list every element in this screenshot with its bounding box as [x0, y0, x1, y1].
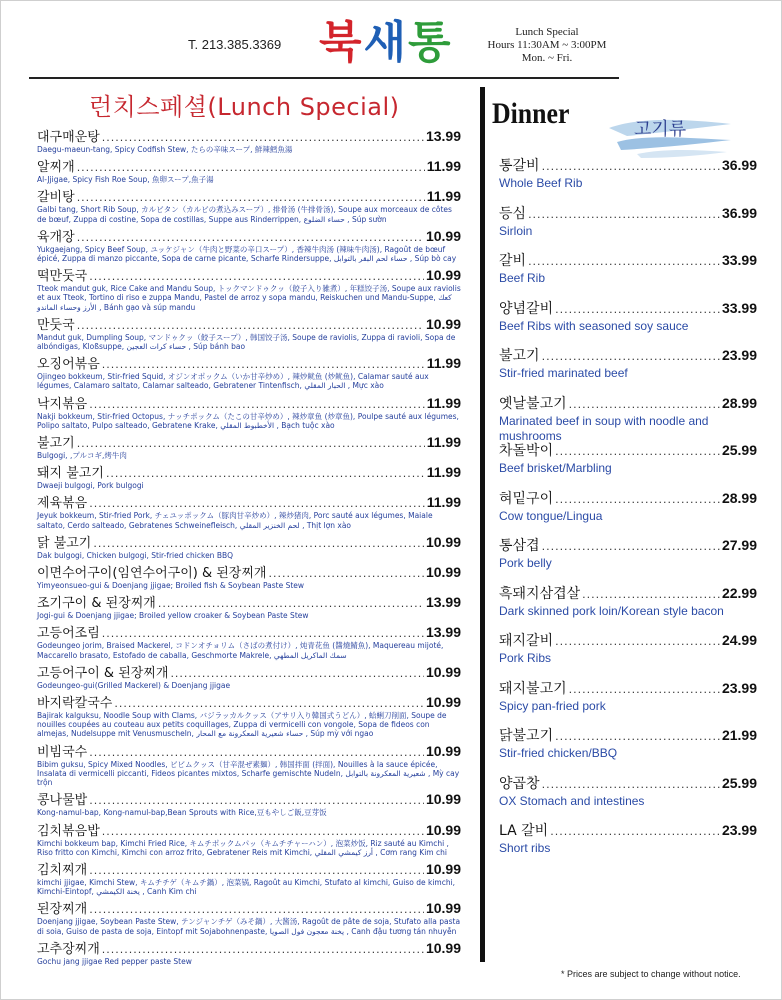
dot-leader	[542, 160, 720, 173]
menu-item-row	[37, 692, 461, 711]
menu-item-name: 갈비	[499, 253, 527, 269]
dot-leader	[77, 231, 424, 244]
menu-item-description: Sirloin	[499, 223, 533, 238]
menu-item-price: 25.99	[721, 774, 757, 791]
menu-item-price: 11.99	[426, 355, 461, 372]
menu-item-description: Jogi-gui & Doenjang jjigae; Broiled yellow croaker & Soybean Paste Stew	[37, 611, 309, 621]
dot-leader	[542, 540, 720, 553]
menu-item-price: 13.99	[425, 624, 461, 641]
menu-item-name: 바지락칼국수	[37, 696, 113, 712]
price-footnote: * Prices are subject to change without notice.	[561, 969, 741, 979]
menu-item-name: 육개장	[37, 229, 75, 245]
menu-item	[37, 532, 461, 560]
menu-item-name: 된장찌개	[37, 902, 88, 918]
menu-item	[37, 353, 461, 390]
menu-item-row	[499, 250, 757, 270]
lunch-section-title: 런치스페셜(Lunch Special)	[89, 93, 400, 121]
dot-leader	[555, 493, 720, 506]
menu-item	[37, 789, 461, 817]
menu-item-price: 13.99	[425, 128, 461, 144]
dot-leader	[555, 445, 720, 458]
menu-item-row	[37, 353, 461, 372]
menu-item-description: Mandut guk, Dumpling Soup, マンドゥクッ（餃子スープ）, 韩国饺子汤, Soupe de raviolis, Zuppa di ravioli, Sopa de albóndigas, Kloßsuppe, حساء كرات العجين , Súp bánh bao	[37, 332, 456, 352]
menu-item-price: 11.99	[426, 394, 461, 411]
menu-item	[499, 345, 757, 393]
menu-item-description: Dark skinned pork loin/Korean style bacon	[499, 603, 724, 618]
menu-item-name: 김치볶음밥	[37, 823, 100, 839]
menu-item	[37, 156, 461, 184]
menu-item-name: 흑돼지삼겹살	[499, 585, 581, 602]
menu-item-row	[37, 314, 461, 333]
menu-item-row	[37, 462, 461, 481]
dot-leader	[542, 350, 720, 363]
menu-item-row	[37, 789, 461, 808]
menu-item-row	[499, 155, 757, 175]
logo-char-1: 북	[319, 17, 364, 68]
menu-item-description: Godeungeo jorim, Braised Mackerel, コドンオチョリム（さばの煮付け）, 炖青花鱼 (醬燒鯖魚), Maquereau mijoté, Maccarello brasato, Estofado de caballa, Geschmorte Makrele, سمك الماكريل المطهي	[37, 641, 444, 660]
menu-item	[499, 250, 757, 298]
menu-item-row	[37, 741, 461, 760]
menu-item-name: 혀밑구이	[499, 490, 554, 507]
menu-item	[37, 226, 461, 263]
dot-leader	[89, 794, 424, 807]
menu-item-row	[37, 859, 461, 878]
menu-item-row	[37, 898, 461, 917]
menu-item-name: 콩나물밥	[37, 793, 88, 809]
menu-item	[37, 938, 461, 966]
menu-item-row	[37, 432, 461, 451]
menu-item-row	[37, 592, 461, 611]
menu-item-price: 23.99	[721, 679, 757, 696]
menu-item-name: 닭불고기	[499, 728, 554, 744]
menu-item	[499, 773, 757, 821]
menu-item-description: Al-Jjigae, Spicy Fish Roe Soup, 魚卵スープ,魚子湯	[37, 175, 214, 185]
menu-item-row	[499, 725, 757, 745]
menu-item-price: 10.99	[425, 694, 461, 711]
menu-item	[37, 692, 461, 739]
menu-item-description: Short ribs	[499, 841, 551, 855]
header-divider	[29, 77, 619, 79]
menu-item-row	[499, 535, 757, 555]
menu-item-description: Dwaeji bulgogi, Pork bulgogi	[37, 481, 144, 491]
dot-leader	[555, 635, 720, 648]
menu-item-name: 낙지볶음	[37, 396, 88, 412]
menu-item-price: 10.99	[425, 227, 461, 244]
phone-number: T. 213.385.3369	[188, 37, 282, 52]
menu-item	[37, 898, 461, 935]
menu-item-description: Pork belly	[499, 556, 552, 570]
menu-item-name: 불고기	[499, 348, 540, 364]
menu-item-row	[499, 630, 757, 650]
menu-item	[37, 820, 461, 857]
menu-item-name: 만둣국	[37, 317, 75, 333]
menu-item-row	[499, 583, 757, 603]
restaurant-logo	[319, 15, 453, 71]
menu-item-row	[499, 298, 757, 318]
menu-item-row	[37, 622, 461, 641]
menu-item-description: Gochu jang jjigae Red pepper paste Stew	[37, 956, 192, 966]
menu-item-price: 10.99	[425, 663, 461, 680]
menu-item-row	[499, 203, 757, 223]
menu-item	[499, 820, 757, 868]
dot-leader	[555, 730, 720, 743]
menu-item-price: 36.99	[721, 204, 757, 221]
menu-item-description: Cow tongue/Lingua	[499, 508, 603, 523]
menu-item-description: Beef brisket/Marbling	[499, 461, 612, 475]
menu-item-description: Marinated beef in soup with noodle and mushrooms	[499, 413, 709, 443]
menu-item	[499, 488, 757, 536]
dot-leader	[158, 597, 424, 610]
menu-item	[499, 393, 757, 441]
dot-leader	[569, 398, 720, 411]
menu-item-description: Doenjang jjigae, Soybean Paste Stew, テンジャンチゲ（みそ鍋）, 大酱汤, Ragoût de pâte de soja, Stufato alla pasta di soia, Guiso de pasta de soja, Eintopf mit Sojabohnenpaste, يخنة معجون فول الصويا , Canh đậu tương tán nhuyễn	[37, 917, 461, 936]
menu-item-name: 비빔국수	[37, 744, 88, 760]
dot-leader	[268, 567, 423, 580]
menu-item-row	[499, 345, 757, 365]
dot-leader	[77, 191, 425, 204]
dot-leader	[77, 161, 425, 174]
dot-leader	[569, 683, 720, 696]
menu-item-price: 10.99	[425, 564, 461, 581]
menu-item-description: Godeungeo-gui(Grilled Mackerel) & Doenjang jjigae	[37, 680, 231, 690]
column-divider	[480, 87, 485, 962]
menu-item-name: 이면수어구이(임연수어구이) & 된장찌개	[37, 566, 267, 582]
menu-item	[499, 440, 757, 488]
menu-item	[37, 432, 461, 460]
dot-leader	[77, 437, 425, 450]
dot-leader	[170, 667, 424, 680]
dot-leader	[555, 303, 720, 316]
menu-item-price: 28.99	[721, 489, 757, 506]
menu-item-name: 불고기	[37, 436, 75, 452]
dot-leader	[528, 208, 720, 221]
menu-item-row	[37, 126, 461, 145]
menu-item-price: 28.99	[721, 394, 757, 411]
menu-item-row	[37, 820, 461, 839]
dot-leader	[102, 131, 424, 144]
menu-item-description: Daegu-maeun-tang, Spicy Codfish Stew, たらの辛味スープ, 鮮辣鱈魚湯	[37, 145, 293, 154]
menu-item-price: 10.99	[425, 533, 461, 550]
menu-item	[37, 492, 461, 529]
menu-item	[37, 126, 461, 154]
hours-days: Mon. ~ Fri.	[521, 52, 573, 64]
menu-item-name: 대구매운탕	[37, 130, 100, 145]
menu-item-price: 10.99	[425, 267, 461, 284]
menu-item-name: 알찌개	[37, 160, 75, 176]
menu-item-description: Galbi tang, Short Rib Soup, カルビタン（カルビの煮込みスープ）, 排骨汤 (牛排骨汤), Soupe aux morceaux de côtes de bœuf, Zuppa di costine, Sopa de costillas, Suppe aus Rinderrippen, حساء الضلوع , Súp sườn	[37, 205, 452, 224]
menu-item	[37, 314, 461, 351]
menu-item-name: 고등어구이 & 된장찌개	[37, 665, 169, 681]
dot-leader	[102, 825, 424, 838]
dot-leader	[89, 864, 424, 877]
menu-item-row	[37, 186, 461, 205]
menu-item	[499, 678, 757, 726]
menu-item-price: 10.99	[425, 860, 461, 877]
hours-title: Lunch Special	[515, 26, 579, 38]
menu-item-description: Kimchi bokkeum bap, Kimchi Fried Rice, キムチポックムパッ（キムチチャーハン）, 泡菜炒饭, Riz sauté au Kimchi , Riso fritto con Kimchi, Kimchi con arroz frito, Gebratener Reis mit Kimchi, أرز كيمشي المقلي , Cơm rang Kim chi	[37, 838, 449, 857]
menu-item-price: 10.99	[425, 900, 461, 917]
menu-item-name: 양곱창	[499, 775, 540, 792]
menu-item-description: Bulgogi, ,プルコギ,烤牛肉	[37, 451, 127, 461]
menu-item-name: 돼지불고기	[499, 680, 567, 697]
menu-item	[37, 462, 461, 490]
menu-item	[37, 662, 461, 690]
menu-item-name: 갈비탕	[37, 190, 75, 206]
menu-item	[37, 265, 461, 312]
menu-item-description: Stir-fried marinated beef	[499, 366, 628, 380]
menu-item-description: Spicy pan-fried pork	[499, 698, 606, 713]
menu-item-name: 고추장찌개	[37, 941, 100, 957]
menu-item-row	[499, 678, 757, 698]
menu-item-row	[37, 393, 461, 412]
menu-item-row	[37, 492, 461, 511]
hours-block	[473, 26, 621, 65]
menu-item-price: 13.99	[425, 594, 461, 611]
menu-item-row	[37, 662, 461, 681]
menu-item-name: 돼지 불고기	[37, 466, 104, 482]
menu-item-description: Jeyuk bokkeum, Stir-fried Pork, チェユッポックム（豚肉甘辛炒め）, 辣炒猪肉, Porc sauté aux légumes, Maiale saltato, Cerdo salteado, Gebratenes Schweinefleisch, لحم الخنزير المقلي , Thịt lợn xào	[37, 511, 433, 530]
menu-item-row	[37, 226, 461, 245]
menu-item-description: Bajirak kalguksu, Noodle Soup with Clams, バジラッカルクッス（アサリ入り韓国式うどん）, 蛤蜊刀削面, Soupe de nouilles coupées au couteau aux petits coquillages, Zuppa di vermicelli con vongole, Sopa de fideos con almejas, Nudelsuppe mit Venusmuscheln, حساء شعيرية المعكرونة مع المحار , Súp mỳ với ngao	[37, 711, 447, 739]
menu-item-description: Beef Rib	[499, 271, 546, 285]
menu-item-description: Yimyeonsueo-gui & Doenjang jjigae; Broiled fish & Soybean Paste Stew	[37, 581, 305, 591]
menu-item-name: 차돌박이	[499, 443, 554, 459]
menu-item-name: 닭 불고기	[37, 535, 92, 551]
menu-item-name: 떡만둣국	[37, 269, 88, 285]
dot-leader	[77, 319, 424, 332]
dinner-menu-list	[499, 155, 757, 868]
menu-item	[499, 630, 757, 678]
dot-leader	[93, 537, 424, 550]
menu-item-price: 10.99	[425, 315, 461, 332]
menu-item-price: 11.99	[426, 158, 461, 175]
menu-item	[37, 592, 461, 620]
menu-item-row	[499, 773, 757, 793]
menu-item-description: Nakji bokkeum, Stir-fried Octopus, ナッチポックム（たこの甘辛炒め）, 辣炒章鱼 (炒章鱼), Poulpe sauté aux légumes, Polipo saltato, Pulpo salteado, Gebratene Krake, الأخطبوط المقلي , Bạch tuộc xào	[37, 411, 459, 430]
menu-item-name: 고등어조림	[37, 626, 100, 642]
dot-leader	[114, 697, 424, 710]
menu-item-price: 23.99	[721, 347, 757, 363]
menu-item-price: 10.99	[425, 791, 461, 808]
menu-item-price: 10.99	[425, 939, 461, 956]
menu-item	[499, 725, 757, 773]
menu-item-description: Bibim guksu, Spicy Mixed Noodles, ビビムクッス（甘辛混ぜ素麺）, 韩国拌面 (拌面), Nouilles à la sauce épicée, Insalata di vermicelli piccanti, Fideos picantes mixtos, Scharfe gemischte Nudeln, شعيرية المعكرونة بالتوابل , Mỳ cay trộn	[37, 759, 460, 788]
menu-item-price: 36.99	[721, 157, 757, 173]
dot-leader	[89, 903, 424, 916]
menu-item-row	[37, 156, 461, 175]
menu-item-price: 23.99	[721, 822, 757, 838]
menu-item-name: 오징어볶음	[37, 357, 100, 373]
menu-item-price: 24.99	[721, 632, 757, 648]
menu-item-name: 조기구이 & 된장찌개	[37, 596, 156, 612]
menu-item-name: LA 갈비	[499, 823, 549, 839]
menu-item-price: 25.99	[721, 442, 757, 458]
menu-item-description: Pork Ribs	[499, 651, 552, 665]
menu-item-price: 11.99	[426, 188, 461, 205]
menu-item	[499, 203, 757, 251]
menu-item	[37, 741, 461, 788]
menu-item-description: kimchi jjigae, Kimchi Stew, キムチチゲ（キムチ鍋）, 泡菜锅, Ragoût au Kimchi, Stufato al kimchi, Guiso de kimchi, Kimchi-Eintopf, يخنة الكيمشي , Canh Kim chi	[37, 877, 456, 897]
menu-item-description: Tteok mandut guk, Rice Cake and Mandu Soup, トックマンドゥクッ（餃子入り雑煮）, 年糕饺子汤, Soupe aux raviolis et aux Tteok, Tortino di riso e zuppa Mandu, Pastel de arroz y sopa mandu, Reiskuchen und Mandu-Suppe, كعك الأرز وحساء الماندو , Bánh gạo và súp mandu	[37, 284, 461, 312]
menu-item-row	[37, 938, 461, 957]
menu-item-row	[499, 820, 757, 840]
menu-item-name: 등심	[499, 205, 527, 222]
logo-char-3: 통	[408, 17, 453, 68]
dot-leader	[102, 943, 424, 956]
dot-leader	[102, 358, 425, 371]
menu-item-row	[499, 488, 757, 508]
menu-item-row	[37, 562, 461, 581]
menu-item-price: 11.99	[426, 434, 461, 451]
menu-item	[37, 186, 461, 223]
menu-item-name: 제육볶음	[37, 496, 88, 512]
menu-item-price: 11.99	[426, 494, 461, 511]
menu-item-price: 10.99	[425, 821, 461, 838]
menu-item-description: Whole Beef Rib	[499, 176, 583, 190]
menu-item	[499, 583, 757, 631]
dot-leader	[89, 398, 425, 411]
menu-item-description: Kong-namul-bap, Kong-namul-bap,Bean Sprouts with Rice,豆もやしご飯,豆芽饭	[37, 808, 327, 818]
menu-item-row	[499, 393, 757, 413]
menu-item-description: Ojingeo bokkeum, Stir-fried Squid, オジンオポックム（いか甘辛炒め）, 辣炒鱿鱼 (炒鱿鱼), Calamar sauté aux légumes, Calamaro saltato, Calamar salteado, Gebratener Tintenfisch, الحبار المقلي , Mực xào	[37, 372, 429, 391]
menu-item-name: 김치찌개	[37, 862, 88, 878]
menu-item-name: 양념갈비	[499, 300, 554, 317]
menu-item	[37, 859, 461, 896]
dinner-section-title: Dinner	[492, 97, 570, 130]
menu-item-name: 옛날불고기	[499, 395, 567, 412]
dot-leader	[528, 255, 720, 268]
menu-item	[499, 155, 757, 203]
menu-item-description: Yukgaejang, Spicy Beef Soup, ユッケジャン（牛肉と野菜の辛口スープ）, 香辣牛肉汤 (辣味牛肉汤), Ragoût de bœuf épicé, Zuppa di manzo piccante, Sopa de carne picante, Scharfe Rindersuppe, حساء لحم البقر بالتوابل , Súp bò cay	[37, 244, 457, 264]
menu-item-description: Stir-fried chicken/BBQ	[499, 746, 618, 760]
dot-leader	[102, 627, 424, 640]
meat-category-label: 고기류	[634, 119, 687, 140]
menu-item-description: Beef Ribs with seasoned soy sauce	[499, 318, 689, 333]
dot-leader	[106, 467, 425, 480]
menu-item-price: 21.99	[721, 727, 757, 743]
dot-leader	[550, 825, 720, 838]
menu-item-name: 돼지갈비	[499, 633, 554, 649]
menu-item-price: 11.99	[426, 464, 461, 481]
menu-item-row	[37, 532, 461, 551]
dot-leader	[89, 497, 425, 510]
menu-item-description: Dak bulgogi, Chicken bulgogi, Stir-fried chicken BBQ	[37, 550, 234, 560]
menu-item-price: 33.99	[721, 299, 757, 316]
menu-item-price: 22.99	[721, 584, 757, 601]
dot-leader	[542, 778, 720, 791]
menu-item	[37, 562, 461, 590]
logo-char-2: 새	[363, 17, 409, 68]
menu-item	[499, 298, 757, 346]
dot-leader	[89, 746, 424, 759]
lunch-menu-list	[37, 126, 461, 968]
menu-item-description: OX Stomach and intestines	[499, 793, 645, 808]
menu-item-price: 27.99	[721, 537, 757, 553]
menu-item	[499, 535, 757, 583]
hours-time: Hours 11:30AM ~ 3:00PM	[487, 39, 607, 51]
menu-item-name: 통삼겹	[499, 538, 540, 554]
menu-item-name: 통갈비	[499, 158, 540, 174]
menu-item	[37, 393, 461, 430]
dot-leader	[582, 588, 720, 601]
menu-item-row	[499, 440, 757, 460]
dot-leader	[89, 270, 424, 283]
menu-item-price: 10.99	[425, 742, 461, 759]
menu-item	[37, 622, 461, 659]
menu-item-row	[37, 265, 461, 284]
menu-item-price: 33.99	[721, 252, 757, 268]
